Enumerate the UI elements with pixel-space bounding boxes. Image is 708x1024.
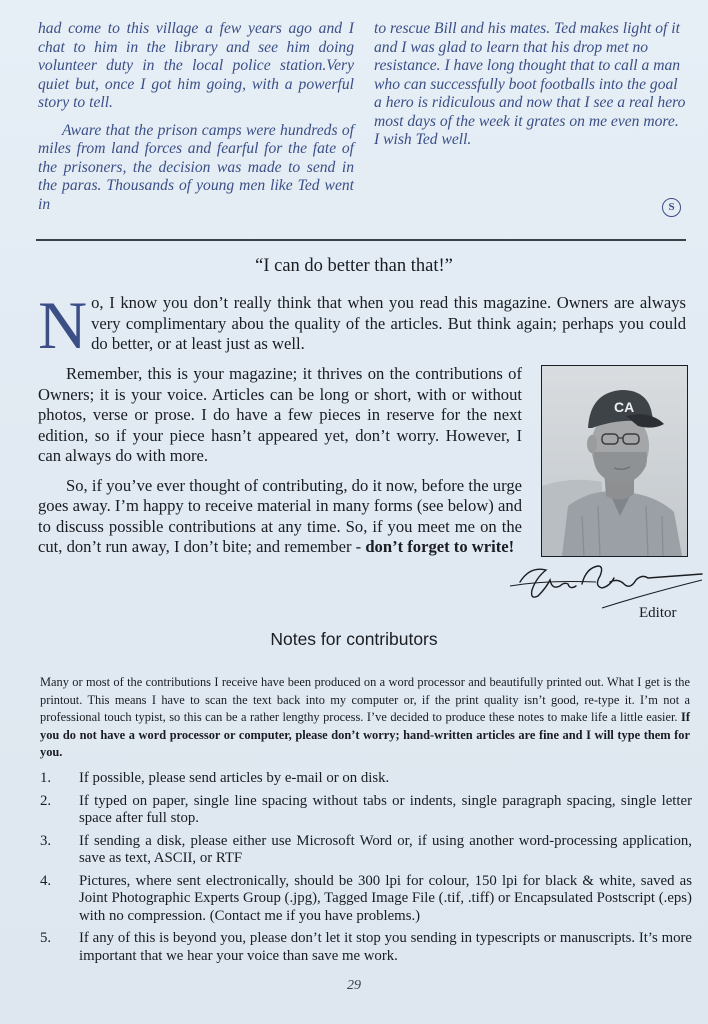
list-item-number: 5. <box>40 930 52 946</box>
editor-photo <box>541 365 688 557</box>
list-item <box>40 873 692 926</box>
article-para-3 <box>38 476 522 558</box>
top-left-para-2: Aware that the prison camps were hundreds of miles from land forces and fearful for the fate of the prisoners, the decision was made to send in the paras. Thousands of young men like Ted went in <box>38 121 354 213</box>
editor-signature-icon <box>506 556 706 612</box>
list-item-text: Pictures, where sent electronically, should be 300 lpi for colour, 150 lpi for black & white, saved as Joint Photographic Experts Group (.jpg), Tagged Image File (.tif, .tiff) or Encapsulated Postscript (.eps) with no compression. (Contact me if you have problems.) <box>79 872 692 924</box>
notes-intro-text: Many or most of the contributions I receive have been produced on a word processor and beautifully printed out. What I get is the printout. This means I have to scan the text back into my computer or, if the print quality isn’t good, re-type it. I’m not a professional touch typist, so this can be a rather lengthy process. I’ve decided to produce these notes to make life a little easier. <box>40 675 690 724</box>
list-item-text: If any of this is beyond you, please don’t let it stop you sending in typescripts or manuscripts. It’s more important that we hear your voice than save me work. <box>79 930 692 964</box>
list-item <box>40 833 692 868</box>
section-divider <box>36 239 686 241</box>
drop-cap: N <box>38 287 88 363</box>
article-para-3-bold: don’t forget to write! <box>365 537 515 556</box>
article-end-mark-icon: S <box>662 198 681 217</box>
cap-logo-text: CA <box>614 399 635 415</box>
page-number: 29 <box>347 978 361 993</box>
article-intro <box>38 287 686 363</box>
list-item-number: 3. <box>40 832 52 849</box>
intro-text: o, I know you don’t really think that when you read this magazine. Owners are always very complimentary abou the quality of the articles. But think again; perhaps you could do better, or at least just as well. <box>91 293 686 353</box>
list-item <box>40 930 692 965</box>
top-right-column <box>374 20 686 159</box>
top-right-para-1: to rescue Bill and his mates. Ted makes light of it and I was glad to learn that his drop met no resistance. I have long thought that to call a man who can successfully boot footballs into the goal a hero is ridiculous and now that I see a real hero most days of the week it grates on me even more. I wish Ted well. <box>374 20 686 148</box>
contributor-guidelines-list <box>40 770 692 970</box>
article-headline: “I can do better than that!” <box>255 256 453 276</box>
top-left-column <box>38 20 354 223</box>
editor-label: Editor <box>639 605 677 621</box>
list-item-text: If sending a disk, please either use Microsoft Word or, if using another word-processing application, save as text, ASCII, or RTF <box>79 832 692 866</box>
top-left-para-1: had come to this village a few years ago and I chat to him in the library and see him doing volunteer duty in the local police station.Very quiet but, once I got him going, with a powerful story to tell. <box>38 20 354 111</box>
editor-portrait-image <box>542 366 687 556</box>
list-item-number: 2. <box>40 792 52 809</box>
notes-intro <box>40 674 690 762</box>
notes-title: Notes for contributors <box>270 629 438 649</box>
notes-intro-bold: If you do not have a word processor or computer, please don’t worry; hand-written articles are fine and I will type them for you. <box>40 710 690 759</box>
list-item-number: 4. <box>40 872 52 889</box>
list-item-text: If typed on paper, single line spacing without tabs or indents, single paragraph spacing, single letter space after full stop. <box>79 792 692 826</box>
list-item-text: If possible, please send articles by e-mail or on disk. <box>79 770 390 786</box>
article-para-2: Remember, this is your magazine; it thrives on the contributions of Owners; it is your voice. Articles can be long or short, with or without photos, verse or prose. I do have a few pieces in reserve for the next edition, so if your piece hasn’t appeared yet, don’t worry. However, I can always do with more. <box>38 364 522 465</box>
top-article-continuation <box>38 20 686 225</box>
article-body <box>38 364 522 567</box>
list-item <box>40 793 692 828</box>
list-item <box>40 770 692 788</box>
article-para-3-text: So, if you’ve ever thought of contributing, do it now, before the urge goes away. I’m happy to receive material in many forms (see below) and to discuss possible contributions at any time. So, if you meet me on the cut, don’t run away, I don’t bite; and remember - <box>38 475 522 556</box>
list-item-number: 1. <box>40 770 52 786</box>
